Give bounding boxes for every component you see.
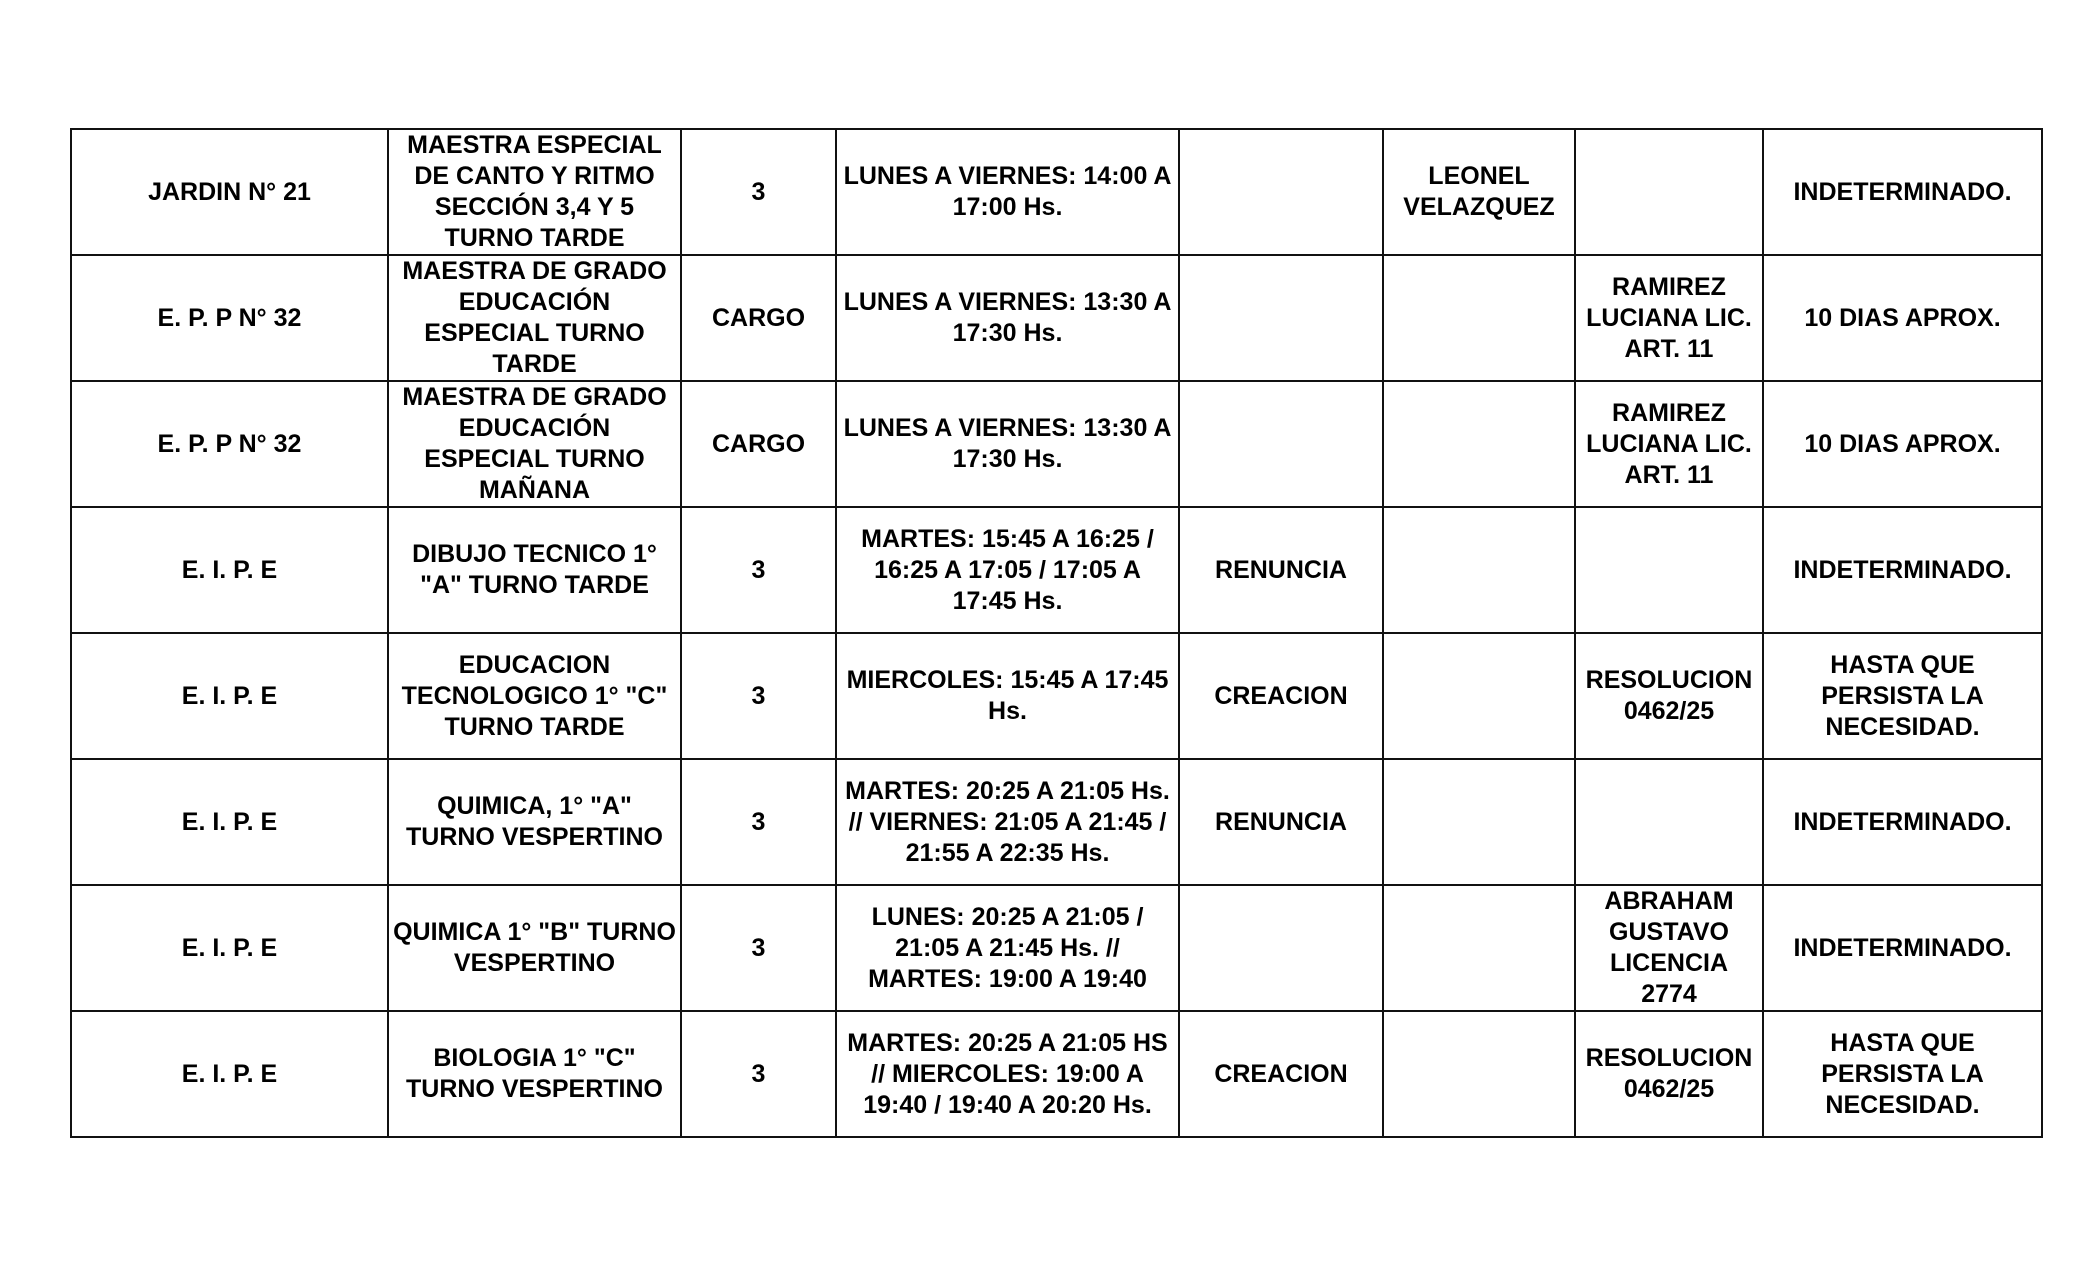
duration-cell: INDETERMINADO. bbox=[1763, 759, 2042, 885]
subject-cell: QUIMICA, 1° "A" TURNO VESPERTINO bbox=[388, 759, 681, 885]
table-row bbox=[71, 129, 2042, 255]
school-cell: E. I. P. E bbox=[71, 507, 388, 633]
holder-cell bbox=[1383, 633, 1575, 759]
holder-cell bbox=[1383, 255, 1575, 381]
license-cell: RAMIREZ LUCIANA LIC. ART. 11 bbox=[1575, 255, 1763, 381]
hours-cell: 3 bbox=[681, 885, 836, 1011]
license-cell: ABRAHAM GUSTAVO LICENCIA 2774 bbox=[1575, 885, 1763, 1011]
reason-cell bbox=[1179, 255, 1383, 381]
holder-cell bbox=[1383, 885, 1575, 1011]
subject-cell: MAESTRA DE GRADO EDUCACIÓN ESPECIAL TURNO TARDE bbox=[388, 255, 681, 381]
reason-cell bbox=[1179, 885, 1383, 1011]
hours-cell: 3 bbox=[681, 633, 836, 759]
reason-cell: CREACION bbox=[1179, 633, 1383, 759]
schedule-cell: MARTES: 20:25 A 21:05 HS // MIERCOLES: 19:00 A 19:40 / 19:40 A 20:20 Hs. bbox=[836, 1011, 1179, 1137]
vacancy-table bbox=[70, 128, 2043, 1138]
schedule-cell: MARTES: 15:45 A 16:25 / 16:25 A 17:05 / 17:05 A 17:45 Hs. bbox=[836, 507, 1179, 633]
hours-cell: 3 bbox=[681, 1011, 836, 1137]
schedule-cell: LUNES: 20:25 A 21:05 / 21:05 A 21:45 Hs. // MARTES: 19:00 A 19:40 bbox=[836, 885, 1179, 1011]
school-cell: JARDIN N° 21 bbox=[71, 129, 388, 255]
duration-cell: 10 DIAS APROX. bbox=[1763, 255, 2042, 381]
school-cell: E. I. P. E bbox=[71, 633, 388, 759]
holder-cell bbox=[1383, 759, 1575, 885]
duration-cell: INDETERMINADO. bbox=[1763, 885, 2042, 1011]
duration-cell: 10 DIAS APROX. bbox=[1763, 381, 2042, 507]
table-body bbox=[71, 129, 2042, 1137]
schedule-cell: LUNES A VIERNES: 13:30 A 17:30 Hs. bbox=[836, 255, 1179, 381]
subject-cell: QUIMICA 1° "B" TURNO VESPERTINO bbox=[388, 885, 681, 1011]
hours-cell: CARGO bbox=[681, 381, 836, 507]
license-cell: RESOLUCION 0462/25 bbox=[1575, 633, 1763, 759]
hours-cell: 3 bbox=[681, 507, 836, 633]
reason-cell bbox=[1179, 381, 1383, 507]
table-row bbox=[71, 381, 2042, 507]
duration-cell: INDETERMINADO. bbox=[1763, 129, 2042, 255]
table-row bbox=[71, 1011, 2042, 1137]
reason-cell: RENUNCIA bbox=[1179, 507, 1383, 633]
schedule-cell: MIERCOLES: 15:45 A 17:45 Hs. bbox=[836, 633, 1179, 759]
hours-cell: CARGO bbox=[681, 255, 836, 381]
school-cell: E. I. P. E bbox=[71, 1011, 388, 1137]
subject-cell: MAESTRA ESPECIAL DE CANTO Y RITMO SECCIÓN 3,4 Y 5 TURNO TARDE bbox=[388, 129, 681, 255]
reason-cell bbox=[1179, 129, 1383, 255]
hours-cell: 3 bbox=[681, 759, 836, 885]
table-row bbox=[71, 759, 2042, 885]
reason-cell: CREACION bbox=[1179, 1011, 1383, 1137]
license-cell bbox=[1575, 759, 1763, 885]
table-row bbox=[71, 507, 2042, 633]
holder-cell bbox=[1383, 1011, 1575, 1137]
reason-cell: RENUNCIA bbox=[1179, 759, 1383, 885]
table-row bbox=[71, 633, 2042, 759]
school-cell: E. P. P N° 32 bbox=[71, 255, 388, 381]
holder-cell bbox=[1383, 381, 1575, 507]
schedule-cell: LUNES A VIERNES: 14:00 A 17:00 Hs. bbox=[836, 129, 1179, 255]
holder-cell bbox=[1383, 507, 1575, 633]
license-cell: RESOLUCION 0462/25 bbox=[1575, 1011, 1763, 1137]
duration-cell: HASTA QUE PERSISTA LA NECESIDAD. bbox=[1763, 633, 2042, 759]
schedule-cell: MARTES: 20:25 A 21:05 Hs. // VIERNES: 21:05 A 21:45 / 21:55 A 22:35 Hs. bbox=[836, 759, 1179, 885]
school-cell: E. I. P. E bbox=[71, 759, 388, 885]
license-cell: RAMIREZ LUCIANA LIC. ART. 11 bbox=[1575, 381, 1763, 507]
license-cell bbox=[1575, 507, 1763, 633]
subject-cell: EDUCACION TECNOLOGICO 1° "C" TURNO TARDE bbox=[388, 633, 681, 759]
schedule-cell: LUNES A VIERNES: 13:30 A 17:30 Hs. bbox=[836, 381, 1179, 507]
duration-cell: HASTA QUE PERSISTA LA NECESIDAD. bbox=[1763, 1011, 2042, 1137]
subject-cell: BIOLOGIA 1° "C" TURNO VESPERTINO bbox=[388, 1011, 681, 1137]
license-cell bbox=[1575, 129, 1763, 255]
table-row bbox=[71, 255, 2042, 381]
school-cell: E. P. P N° 32 bbox=[71, 381, 388, 507]
subject-cell: DIBUJO TECNICO 1° "A" TURNO TARDE bbox=[388, 507, 681, 633]
holder-cell: LEONEL VELAZQUEZ bbox=[1383, 129, 1575, 255]
subject-cell: MAESTRA DE GRADO EDUCACIÓN ESPECIAL TURNO MAÑANA bbox=[388, 381, 681, 507]
hours-cell: 3 bbox=[681, 129, 836, 255]
school-cell: E. I. P. E bbox=[71, 885, 388, 1011]
duration-cell: INDETERMINADO. bbox=[1763, 507, 2042, 633]
table-row bbox=[71, 885, 2042, 1011]
